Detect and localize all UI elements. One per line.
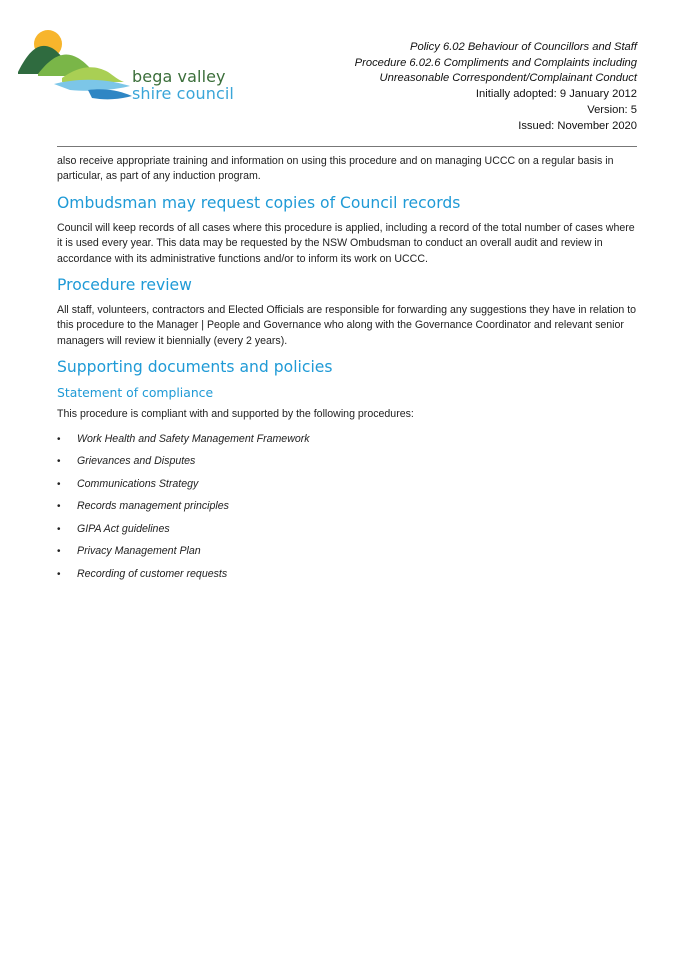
section-body-review: All staff, volunteers, contractors and Elected Officials are responsible for forwarding any suggestions they have in relation to this procedure to the Manager | People and Governance who along with the Governance Coordinator and relevant senior managers will review it biennially (every 2 years).: [57, 304, 637, 347]
procedures-list: [57, 432, 639, 590]
subheading-compliance: Statement of compliance: [57, 385, 214, 401]
procedure-subtitle: Unreasonable Correspondent/Complainant Conduct: [379, 72, 637, 85]
list-item-text: Grievances and Disputes: [77, 455, 196, 468]
list-item: [57, 477, 639, 500]
list-item-text: Records management principles: [77, 500, 229, 513]
list-item-text: Communications Strategy: [77, 477, 199, 490]
list-item: [57, 432, 639, 455]
list-item-text: Recording of customer requests: [77, 567, 228, 580]
hills-logo-icon: [18, 28, 132, 104]
continuation-paragraph: also receive appropriate training and information on using this procedure and on managing UCCC on a regular basis in particular, as part of any induction program.: [57, 155, 614, 183]
section-heading-ombudsman: Ombudsman may request copies of Council records: [57, 193, 461, 212]
list-item: [57, 522, 639, 545]
bullet-icon: •: [57, 478, 61, 490]
logo-line2: shire council: [132, 84, 234, 103]
version: Version: 5: [587, 103, 637, 116]
bullet-icon: •: [57, 546, 61, 558]
adopted-date: Initially adopted: 9 January 2012: [475, 88, 637, 101]
procedure-title: Procedure 6.02.6 Compliments and Complaints including: [354, 56, 637, 69]
list-item: [57, 499, 639, 522]
bullet-icon: •: [57, 568, 61, 580]
bullet-icon: •: [57, 523, 61, 535]
section-heading-review: Procedure review: [57, 276, 192, 295]
list-item-text: Privacy Management Plan: [77, 545, 201, 558]
bullet-icon: •: [57, 433, 61, 445]
list-item-text: Work Health and Safety Management Framework: [77, 432, 310, 445]
list-item-text: GIPA Act guidelines: [77, 522, 170, 535]
compliance-intro: This procedure is compliant with and supported by the following procedures:: [57, 408, 414, 421]
issued-date: Issued: November 2020: [518, 119, 637, 132]
logo-line1: bega valley: [132, 67, 226, 86]
list-item: [57, 454, 639, 477]
header-meta: [355, 40, 637, 134]
section-body-ombudsman: Council will keep records of all cases where this procedure is applied, including a record of the total number of cases where it is used every year. This data may be requested by the NSW Ombudsman to conduct an overall audit and review in accordance with its administrative functions and/or to inform its work on UCCC.: [57, 221, 635, 265]
logo-wordmark: [132, 68, 234, 102]
list-item: [57, 544, 639, 567]
header-divider: [57, 146, 637, 147]
council-logo: [18, 28, 238, 104]
bullet-icon: •: [57, 456, 61, 468]
bullet-icon: •: [57, 501, 61, 513]
section-heading-supporting: Supporting documents and policies: [57, 358, 333, 377]
page-content: [57, 154, 639, 589]
list-item: [57, 567, 639, 590]
policy-title: Policy 6.02 Behaviour of Councillors and Staff: [410, 41, 637, 53]
